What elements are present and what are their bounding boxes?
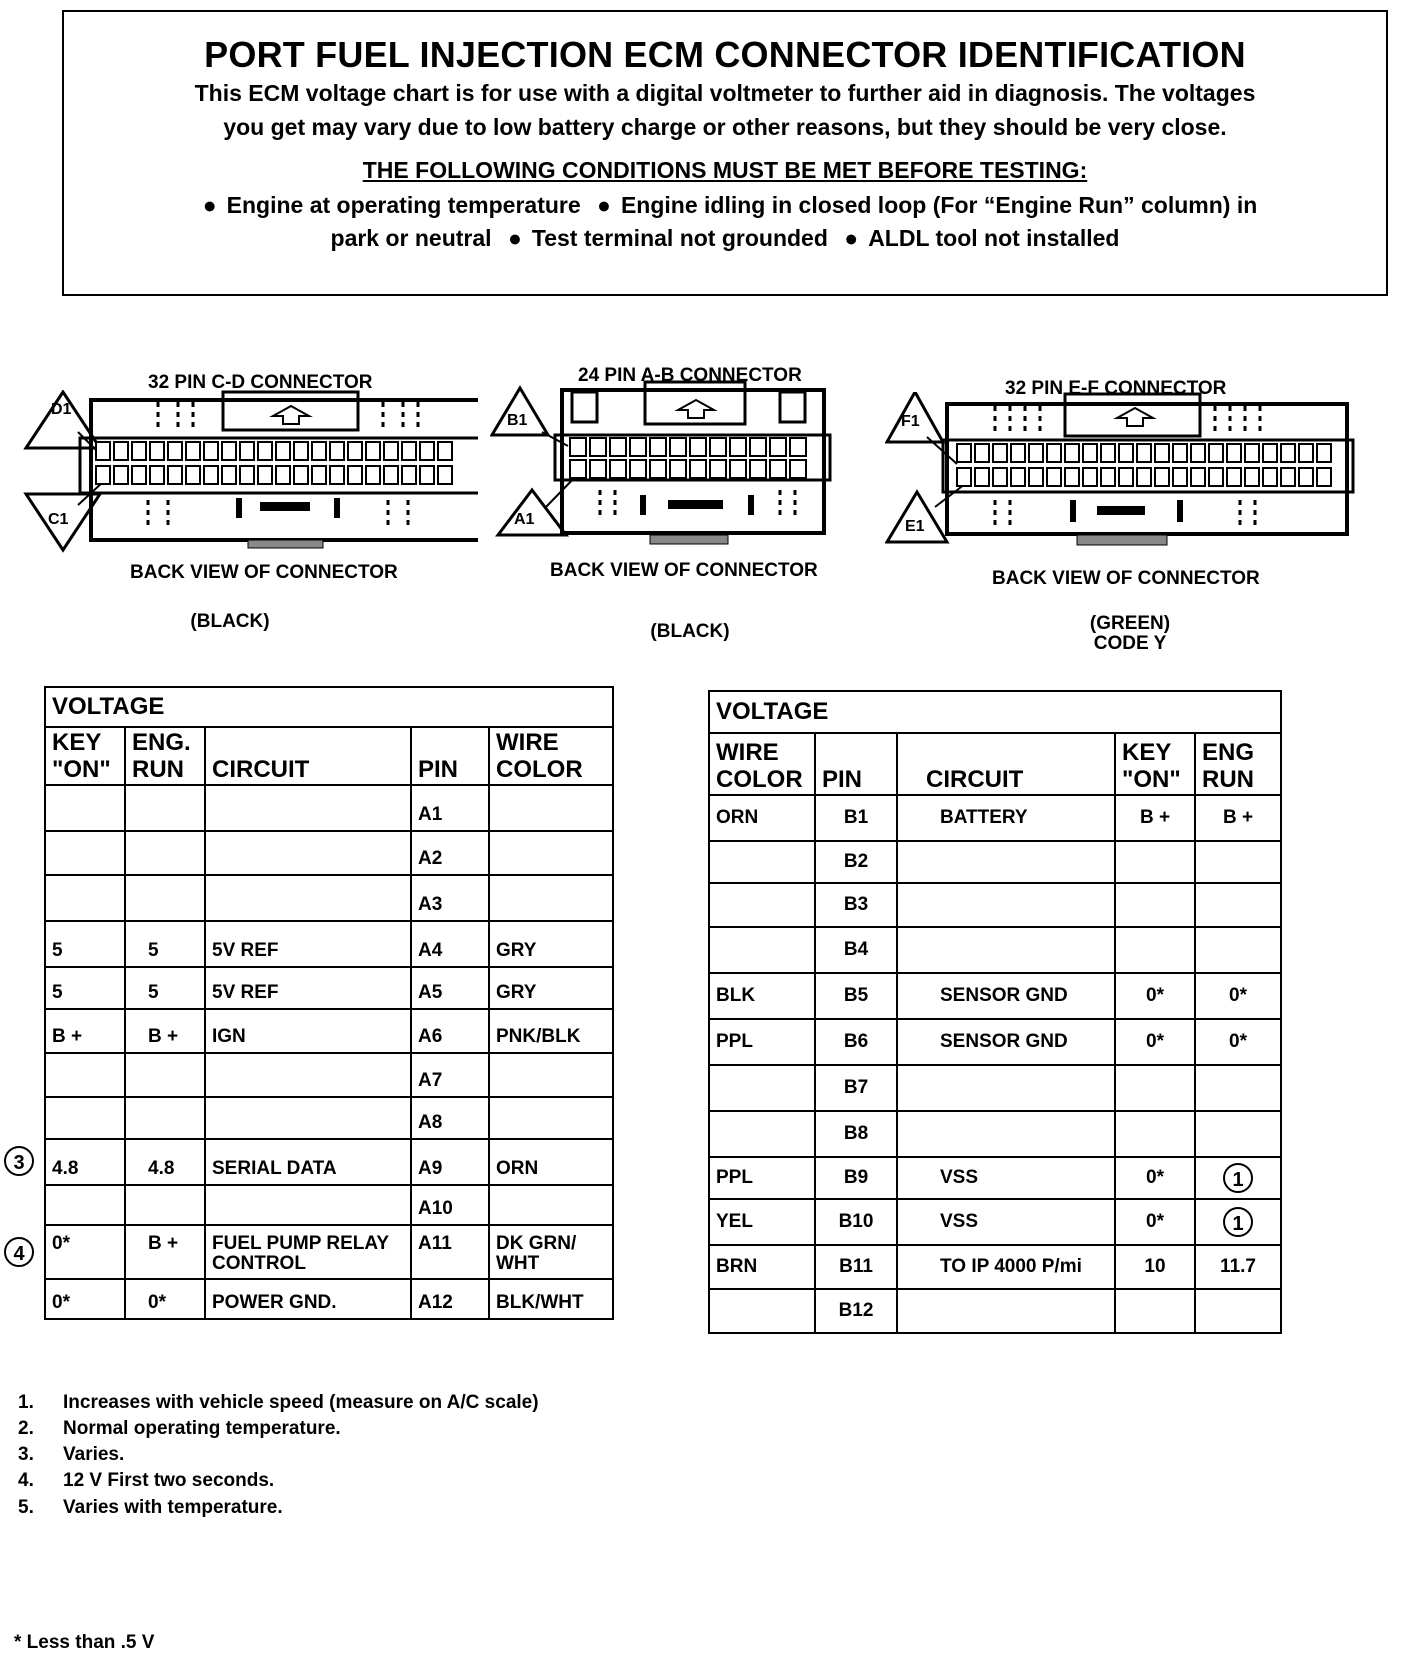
table-a-wire-color-cell: [489, 1185, 613, 1225]
table-a-eng-run-cell: 5: [125, 921, 205, 967]
table-a-eng-run-cell: [125, 875, 205, 921]
table-row: [45, 967, 613, 1009]
table-row: [45, 1009, 613, 1053]
table-a-pin-cell: A9: [411, 1139, 489, 1185]
table-b-wire-color-cell: BRN: [709, 1245, 815, 1289]
table-row: [45, 785, 613, 831]
table-a-key-on-cell: 0*: [45, 1279, 125, 1319]
table-row: [45, 831, 613, 875]
table-a-wire-color-cell: BLK/WHT: [489, 1279, 613, 1319]
table-b-eng-run-cell: [1195, 1065, 1281, 1111]
connector-ef-title: 32 PIN E-F CONNECTOR: [1005, 378, 1227, 399]
table-b-circuit-cell: TO IP 4000 P/mi: [897, 1245, 1115, 1289]
table-b-pin-cell: B9: [815, 1157, 897, 1199]
table-a-wire-color-cell: [489, 1097, 613, 1139]
pin-label-f1: F1: [901, 413, 920, 430]
footnote-text: 12 V First two seconds.: [63, 1470, 275, 1491]
intro-line-2: you get may vary due to low battery charge or other reasons, but they should be very close.: [223, 114, 1227, 140]
footnote-item: [18, 1444, 124, 1466]
table-b-eng-run-cell: [1195, 841, 1281, 883]
footnote-text: Increases with vehicle speed (measure on A/C scale): [63, 1392, 539, 1413]
connector-cd-caption: BACK VIEW OF CONNECTOR: [130, 562, 398, 583]
table-a-circuit-cell: SERIAL DATA: [205, 1139, 411, 1185]
table-a-circuit-cell: 5V REF: [205, 921, 411, 967]
table-b-wire-color-cell: [709, 1111, 815, 1157]
table-a-wire-color-cell: GRY: [489, 967, 613, 1009]
bullet-icon: ●: [202, 192, 217, 218]
table-a-eng-run-cell: [125, 1185, 205, 1225]
table-row: [709, 973, 1281, 1019]
table-a-key-on-cell: B +: [45, 1009, 125, 1053]
table-row: [45, 1279, 613, 1319]
pin-label-b1: B1: [507, 412, 528, 429]
table-b-key-on-cell: [1115, 841, 1195, 883]
table-a-eng-run-cell: 0*: [125, 1279, 205, 1319]
table-b-circuit-cell: [897, 841, 1115, 883]
table-b-key-on-cell: B +: [1115, 795, 1195, 841]
table-row: [45, 1185, 613, 1225]
condition-2: Engine idling in closed loop (For “Engine Run” column) in: [620, 192, 1258, 218]
table-a-header-key-on: KEY "ON": [45, 727, 125, 785]
table-b-key-on-cell: 0*: [1115, 1199, 1195, 1245]
table-b-eng-run-cell: [1195, 883, 1281, 927]
connector-cd-title: 32 PIN C-D CONNECTOR: [148, 372, 373, 393]
bullet-icon: ●: [507, 225, 522, 251]
table-b-circuit-cell: BATTERY: [897, 795, 1115, 841]
table-a-voltage-header: VOLTAGE: [45, 687, 613, 727]
table-b-circuit-cell: [897, 927, 1115, 973]
table-a-eng-run-cell: 4.8: [125, 1139, 205, 1185]
page-title: PORT FUEL INJECTION ECM CONNECTOR IDENTIFICATION: [204, 34, 1246, 75]
connector-ab-caption: BACK VIEW OF CONNECTOR: [550, 560, 818, 581]
table-a-eng-run-cell: [125, 831, 205, 875]
header-box: [62, 10, 1388, 296]
table-b-circuit-cell: [897, 1289, 1115, 1333]
table-b-pin-cell: B5: [815, 973, 897, 1019]
table-a-note-3: 3: [4, 1146, 34, 1176]
table-b-eng-run-cell: B +: [1195, 795, 1281, 841]
table-a-circuit-cell: [205, 831, 411, 875]
table-a-header-wire-color: WIRE COLOR: [489, 727, 613, 785]
table-b-key-on-cell: [1115, 1065, 1195, 1111]
table-b-body: [709, 795, 1281, 1333]
table-b-key-on-cell: [1115, 1111, 1195, 1157]
table-a-circuit-cell: FUEL PUMP RELAY CONTROL: [205, 1225, 411, 1279]
table-a-key-on-cell: [45, 1097, 125, 1139]
table-b-eng-run-cell: 0*: [1195, 1019, 1281, 1065]
table-a-pin-cell: A4: [411, 921, 489, 967]
table-b-pin-cell: B3: [815, 883, 897, 927]
table-b-wire-color-cell: [709, 1065, 815, 1111]
table-row: [709, 1245, 1281, 1289]
table-b-circuit-cell: VSS: [897, 1199, 1115, 1245]
table-row: [45, 875, 613, 921]
table-row: [45, 1225, 613, 1279]
table-b-pin-cell: B1: [815, 795, 897, 841]
table-a-pin-cell: A5: [411, 967, 489, 1009]
pin-label-a1: A1: [514, 511, 535, 528]
table-b-header-wire-color: WIRE COLOR: [709, 733, 815, 795]
table-b-circuit-cell: VSS: [897, 1157, 1115, 1199]
connector-ab-color: (BLACK): [650, 621, 730, 642]
table-b-key-on-cell: 10: [1115, 1245, 1195, 1289]
connector-ef-diagram: [885, 392, 1355, 562]
table-a-pin-cell: A12: [411, 1279, 489, 1319]
table-b-eng-run-cell: [1195, 927, 1281, 973]
table-a-wire-color-cell: [489, 785, 613, 831]
table-a-header-circuit: CIRCUIT: [205, 727, 411, 785]
table-b-wire-color-cell: [709, 841, 815, 883]
footnote-text: Varies.: [63, 1444, 125, 1465]
table-a-eng-run-cell: B +: [125, 1225, 205, 1279]
table-b-wire-color-cell: PPL: [709, 1019, 815, 1065]
table-a-eng-run-cell: [125, 1053, 205, 1097]
table-b-pin-cell: B2: [815, 841, 897, 883]
table-b-wire-color-cell: ORN: [709, 795, 815, 841]
table-b-pin-cell: B12: [815, 1289, 897, 1333]
table-a-wire-color-cell: [489, 831, 613, 875]
table-b-pin-cell: B4: [815, 927, 897, 973]
table-a-circuit-cell: IGN: [205, 1009, 411, 1053]
condition-3: Test terminal not grounded: [531, 225, 828, 251]
pin-label-d1: D1: [51, 401, 72, 418]
table-a-key-on-cell: [45, 831, 125, 875]
table-b-pin-cell: B7: [815, 1065, 897, 1111]
table-a-key-on-cell: 5: [45, 967, 125, 1009]
table-a-circuit-cell: [205, 1053, 411, 1097]
intro-line-1: This ECM voltage chart is for use with a digital voltmeter to further aid in diagnosis. The voltages: [194, 80, 1256, 106]
footnote-number: 1.: [18, 1392, 34, 1413]
table-a-wire-color-cell: DK GRN/ WHT: [489, 1225, 613, 1279]
asterisk-note: * Less than .5 V: [14, 1632, 155, 1653]
table-a-header-pin: PIN: [411, 727, 489, 785]
footnote-number: 3.: [18, 1444, 34, 1465]
table-a-pin-cell: A3: [411, 875, 489, 921]
table-a-wire-color-cell: [489, 1053, 613, 1097]
table-a-key-on-cell: [45, 785, 125, 831]
table-b-wire-color-cell: [709, 927, 815, 973]
footnote-text: Normal operating temperature.: [63, 1418, 341, 1439]
table-a-circuit-cell: POWER GND.: [205, 1279, 411, 1319]
table-a-header-eng-run: ENG. RUN: [125, 727, 205, 785]
table-row: [709, 1065, 1281, 1111]
footnote-number: 2.: [18, 1418, 34, 1439]
table-a-circuit-cell: [205, 1185, 411, 1225]
table-a-pin-cell: A10: [411, 1185, 489, 1225]
table-b-eng-run-cell: [1195, 1199, 1281, 1245]
conditions-line-2: [64, 225, 1386, 252]
table-b-eng-run-cell: [1195, 1289, 1281, 1333]
table-row: [709, 1199, 1281, 1245]
table-row: [45, 1139, 613, 1185]
table-row: [45, 921, 613, 967]
table-a-body: [45, 785, 613, 1319]
table-b-eng-run-cell: 11.7: [1195, 1245, 1281, 1289]
table-b-key-on-cell: [1115, 927, 1195, 973]
table-b-pin-cell: B8: [815, 1111, 897, 1157]
condition-1: Engine at operating temperature: [226, 192, 581, 218]
table-row: [709, 883, 1281, 927]
table-b-pin-cell: B6: [815, 1019, 897, 1065]
table-b-pin-cell: B11: [815, 1245, 897, 1289]
connector-ef-color: (GREEN) CODE Y: [1089, 613, 1171, 654]
table-row: [709, 795, 1281, 841]
table-b-pin-cell: B10: [815, 1199, 897, 1245]
table-b-note-circle: 1: [1223, 1207, 1253, 1237]
table-row: [709, 927, 1281, 973]
table-b-key-on-cell: 0*: [1115, 1019, 1195, 1065]
table-b-header-pin: PIN: [815, 733, 897, 795]
pin-label-e1: E1: [905, 518, 925, 535]
table-a-key-on-cell: 4.8: [45, 1139, 125, 1185]
connector-ab-title: 24 PIN A-B CONNECTOR: [578, 365, 802, 386]
table-b-eng-run-cell: [1195, 1111, 1281, 1157]
table-a-key-on-cell: 0*: [45, 1225, 125, 1279]
bullet-icon: ●: [597, 192, 611, 218]
table-a-eng-run-cell: [125, 785, 205, 831]
ecm-table-a: [44, 686, 614, 1320]
table-a-wire-color-cell: GRY: [489, 921, 613, 967]
table-row: [45, 1053, 613, 1097]
table-b-wire-color-cell: YEL: [709, 1199, 815, 1245]
table-a-eng-run-cell: [125, 1097, 205, 1139]
table-row: [709, 841, 1281, 883]
table-b-wire-color-cell: PPL: [709, 1157, 815, 1199]
condition-4: ALDL tool not installed: [868, 225, 1120, 251]
table-b-voltage-header: VOLTAGE: [709, 691, 1281, 733]
table-a-circuit-cell: 5V REF: [205, 967, 411, 1009]
table-b-key-on-cell: 0*: [1115, 1157, 1195, 1199]
connector-ab-diagram: [490, 380, 850, 550]
table-b-circuit-cell: [897, 883, 1115, 927]
table-b-header-key-on: KEY "ON": [1115, 733, 1195, 795]
table-a-eng-run-cell: 5: [125, 967, 205, 1009]
footnote-item: [18, 1418, 341, 1440]
bullet-icon: ●: [844, 225, 859, 251]
footnote-text: Varies with temperature.: [63, 1497, 283, 1518]
table-a-wire-color-cell: [489, 875, 613, 921]
table-b-circuit-cell: [897, 1111, 1115, 1157]
table-a-circuit-cell: [205, 1097, 411, 1139]
footnote-number: 4.: [18, 1470, 34, 1491]
condition-2-cont: park or neutral: [330, 225, 492, 251]
conditions-title: THE FOLLOWING CONDITIONS MUST BE MET BEFORE TESTING:: [362, 157, 1088, 183]
table-b-header-circuit: CIRCUIT: [897, 733, 1115, 795]
table-b-eng-run-cell: [1195, 1157, 1281, 1199]
table-a-pin-cell: A7: [411, 1053, 489, 1097]
connector-ef-caption: BACK VIEW OF CONNECTOR: [992, 568, 1260, 589]
table-a-wire-color-cell: ORN: [489, 1139, 613, 1185]
table-b-circuit-cell: SENSOR GND: [897, 973, 1115, 1019]
table-a-key-on-cell: [45, 1185, 125, 1225]
table-b-header-eng-run: ENG RUN: [1195, 733, 1281, 795]
table-row: [709, 1289, 1281, 1333]
footnote-item: [18, 1497, 283, 1519]
table-b-key-on-cell: [1115, 883, 1195, 927]
table-a-wire-color-cell: PNK/BLK: [489, 1009, 613, 1053]
table-b-key-on-cell: [1115, 1289, 1195, 1333]
table-a-pin-cell: A8: [411, 1097, 489, 1139]
table-a-pin-cell: A11: [411, 1225, 489, 1279]
table-a-key-on-cell: [45, 1053, 125, 1097]
table-row: [45, 1097, 613, 1139]
table-a-note-4: 4: [4, 1237, 34, 1267]
table-row: [709, 1157, 1281, 1199]
table-a-circuit-cell: [205, 875, 411, 921]
connector-cd-color: (BLACK): [190, 611, 270, 632]
table-b-circuit-cell: [897, 1065, 1115, 1111]
table-b-key-on-cell: 0*: [1115, 973, 1195, 1019]
footnote-item: [18, 1392, 539, 1414]
table-b-wire-color-cell: BLK: [709, 973, 815, 1019]
table-a-pin-cell: A2: [411, 831, 489, 875]
table-a-circuit-cell: [205, 785, 411, 831]
conditions-line-1: [64, 192, 1386, 219]
table-a-pin-cell: A6: [411, 1009, 489, 1053]
table-row: [709, 1019, 1281, 1065]
footnote-item: [18, 1470, 274, 1492]
table-a-eng-run-cell: B +: [125, 1009, 205, 1053]
table-a-key-on-cell: [45, 875, 125, 921]
table-b-eng-run-cell: 0*: [1195, 973, 1281, 1019]
ecm-table-b: [708, 690, 1282, 1334]
table-b-note-circle: 1: [1223, 1163, 1253, 1193]
table-b-wire-color-cell: [709, 1289, 815, 1333]
table-a-key-on-cell: 5: [45, 921, 125, 967]
pin-label-c1: C1: [48, 511, 69, 528]
footnote-number: 5.: [18, 1497, 34, 1518]
table-b-circuit-cell: SENSOR GND: [897, 1019, 1115, 1065]
table-a-pin-cell: A1: [411, 785, 489, 831]
table-row: [709, 1111, 1281, 1157]
connector-cd-diagram: [18, 390, 478, 560]
table-b-wire-color-cell: [709, 883, 815, 927]
